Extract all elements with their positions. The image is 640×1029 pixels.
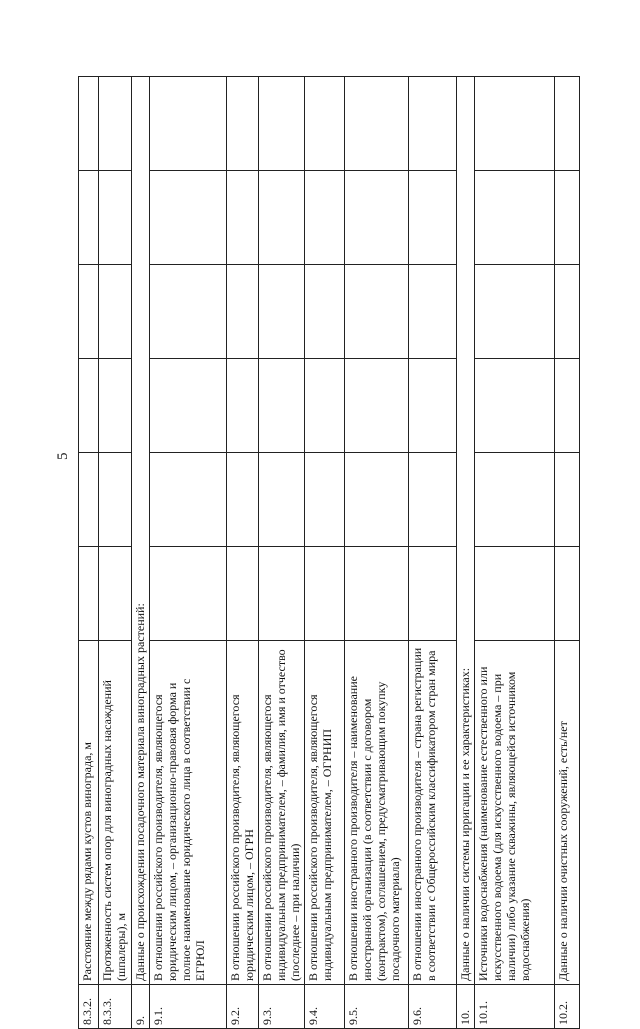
empty-cell — [475, 171, 555, 265]
empty-cell — [99, 453, 132, 547]
table-row — [79, 77, 99, 1029]
empty-cell — [99, 547, 132, 641]
empty-cell — [555, 453, 580, 547]
empty-cell — [150, 547, 227, 641]
empty-cell — [555, 547, 580, 641]
empty-cell — [409, 77, 457, 171]
empty-cell — [305, 547, 345, 641]
data-table — [78, 77, 581, 1029]
empty-cell — [99, 77, 132, 171]
table-row — [227, 77, 259, 1029]
row-label: В отношении российского производителя, являющегося юридическим лицом, – ОГРН — [227, 641, 259, 985]
row-label: В отношении российского производителя, являющегося юридическим лицом, – организационно-правовая форма и полное наименование юридического лица в соответствии с ЕГРЮЛ — [150, 641, 227, 985]
empty-cell — [259, 265, 305, 359]
table-row — [305, 77, 345, 1029]
empty-cell — [79, 359, 99, 453]
empty-cell — [345, 453, 409, 547]
empty-cell — [259, 359, 305, 453]
empty-cell — [305, 359, 345, 453]
empty-cell — [475, 77, 555, 171]
empty-cell — [475, 265, 555, 359]
table-row — [132, 77, 150, 1029]
empty-cell — [305, 453, 345, 547]
empty-cell — [99, 265, 132, 359]
empty-cell — [259, 171, 305, 265]
empty-cell — [305, 77, 345, 171]
table-row — [150, 77, 227, 1029]
row-label: Данные о наличии очистных сооружений, есть/нет — [555, 641, 580, 985]
empty-cell — [79, 77, 99, 171]
empty-cell — [555, 359, 580, 453]
row-label: В отношении иностранного производителя – страна регистрации в соответствии с Общероссийским классификатором стран мира — [409, 641, 457, 985]
empty-cell — [150, 453, 227, 547]
row-number: 9.2. — [227, 985, 259, 1029]
empty-cell — [555, 77, 580, 171]
empty-cell — [345, 359, 409, 453]
section-heading: Данные о происхождении посадочного материала виноградных растений: — [132, 77, 150, 985]
table-row — [457, 77, 475, 1029]
empty-cell — [99, 359, 132, 453]
empty-cell — [227, 77, 259, 171]
empty-cell — [305, 171, 345, 265]
row-label: В отношении российского производителя, являющегося индивидуальным предпринимателем, – фамилия, имя и отчество (последнее – при наличии) — [259, 641, 305, 985]
table-row — [345, 77, 409, 1029]
empty-cell — [150, 359, 227, 453]
empty-cell — [409, 453, 457, 547]
empty-cell — [259, 453, 305, 547]
empty-cell — [409, 547, 457, 641]
row-number: 9. — [132, 985, 150, 1029]
empty-cell — [345, 77, 409, 171]
row-label: Расстояние между рядами кустов винограда, м — [79, 641, 99, 985]
empty-cell — [259, 77, 305, 171]
empty-cell — [409, 171, 457, 265]
row-number: 9.5. — [345, 985, 409, 1029]
page-number: 5 — [55, 452, 71, 460]
row-number: 9.1. — [150, 985, 227, 1029]
table-row — [555, 77, 580, 1029]
row-label: Источники водоснабжения (наименование естественного или искусственного водоема (для искусственного водоема – при наличии) либо указание скважины, являющейся источником водоснабжения) — [475, 641, 555, 985]
empty-cell — [227, 265, 259, 359]
empty-cell — [345, 547, 409, 641]
empty-cell — [409, 359, 457, 453]
empty-cell — [150, 171, 227, 265]
row-number: 9.6. — [409, 985, 457, 1029]
table-row — [259, 77, 305, 1029]
empty-cell — [227, 453, 259, 547]
section-heading: Данные о наличии системы ирригации и ее характеристиках: — [457, 77, 475, 985]
table-row — [99, 77, 132, 1029]
row-number: 9.4. — [305, 985, 345, 1029]
empty-cell — [555, 265, 580, 359]
empty-cell — [345, 265, 409, 359]
empty-cell — [305, 265, 345, 359]
row-number: 10.1. — [475, 985, 555, 1029]
row-number: 8.3.3. — [99, 985, 132, 1029]
empty-cell — [79, 547, 99, 641]
empty-cell — [99, 171, 132, 265]
row-number: 10.2. — [555, 985, 580, 1029]
empty-cell — [409, 265, 457, 359]
empty-cell — [227, 171, 259, 265]
table-row — [475, 77, 555, 1029]
row-number: 9.3. — [259, 985, 305, 1029]
empty-cell — [475, 547, 555, 641]
empty-cell — [79, 265, 99, 359]
row-label: Протяженность систем опор для виноградных насаждений (шпалеры), м — [99, 641, 132, 985]
empty-cell — [79, 171, 99, 265]
empty-cell — [555, 171, 580, 265]
empty-cell — [150, 265, 227, 359]
empty-cell — [475, 453, 555, 547]
row-label: В отношении иностранного производителя – наименование иностранной организации (в соответствии с договором (контрактом), соглашением, предусматривающим покупку посадочного материала) — [345, 641, 409, 985]
row-label: В отношении российского производителя, являющегося индивидуальным предпринимателем, – ОГРНИП — [305, 641, 345, 985]
row-number: 10. — [457, 985, 475, 1029]
empty-cell — [150, 77, 227, 171]
empty-cell — [227, 359, 259, 453]
empty-cell — [475, 359, 555, 453]
empty-cell — [259, 547, 305, 641]
row-number: 8.3.2. — [79, 985, 99, 1029]
table-row — [409, 77, 457, 1029]
empty-cell — [227, 547, 259, 641]
empty-cell — [345, 171, 409, 265]
empty-cell — [79, 453, 99, 547]
